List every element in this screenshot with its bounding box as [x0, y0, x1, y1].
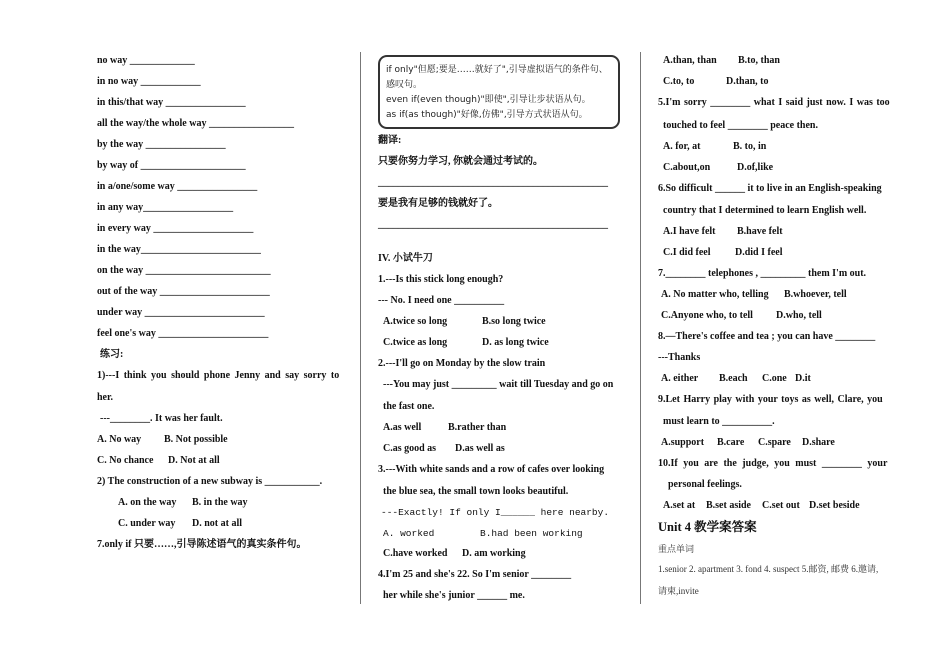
option: B.have felt: [737, 226, 783, 237]
question-text: 7.________ telephones , _________ them I'm out.: [658, 268, 867, 279]
phrase-line: feel one's way ______________________: [97, 328, 269, 339]
phrase-line: in a/one/some way ________________: [97, 181, 258, 192]
option: C.Anyone who, to tell: [661, 310, 753, 321]
translate-sentence: 要是我有足够的钱就好了。: [378, 198, 498, 209]
question-text: 3.---With white sands and a row of cafes over looking: [378, 464, 605, 475]
question-text: touched to feel ________ peace then.: [663, 120, 818, 131]
vocab-label: 重点单词: [658, 544, 695, 554]
grammar-box: [378, 55, 620, 129]
option: C.about,on: [663, 162, 711, 173]
option: D.of,like: [737, 162, 774, 173]
option: D. as long twice: [482, 337, 549, 348]
question-text: [97, 370, 341, 382]
question-text: 1.---Is this stick long enough?: [378, 274, 504, 285]
question-text: must learn to __________.: [663, 416, 775, 427]
option: A.than, than: [663, 55, 717, 66]
option: A. for, at: [663, 141, 701, 152]
option: D. not at all: [192, 518, 242, 529]
option: B. in the way: [192, 497, 248, 508]
option: C.set out: [762, 500, 800, 511]
option: B. to, in: [733, 141, 767, 152]
option: C.as good as: [383, 443, 437, 454]
column-divider-left: [360, 52, 361, 604]
question-text: ---Exactly! If only I______ here nearby.: [381, 507, 610, 518]
option: B.set aside: [706, 500, 751, 511]
option: D.did I feel: [735, 247, 783, 258]
question-text: 5.I'm sorry ________ what I said just now. I was too: [658, 97, 890, 108]
option: C. No chance: [97, 455, 154, 466]
vocab-answers: 请柬,invite: [658, 586, 699, 596]
option: C.to, to: [663, 76, 695, 87]
option: B.care: [717, 437, 745, 448]
phrase-line: in no way ____________: [97, 76, 201, 87]
option: A.support: [661, 437, 705, 448]
question-text: the fast one.: [383, 401, 435, 412]
question-text: --- No. I need one __________: [378, 295, 505, 306]
option: D. am working: [462, 548, 526, 559]
phrase-line: out of the way ______________________: [97, 286, 270, 297]
grammar-box-line: as if(as though)"好像,仿佛",引导方式状语从句。: [386, 110, 588, 120]
question-text: ---________. It was her fault.: [100, 413, 223, 424]
column-divider-right: [640, 52, 641, 604]
option: A.I have felt: [663, 226, 716, 237]
option: C. under way: [118, 518, 176, 529]
option: B. Not possible: [164, 434, 228, 445]
question-text: the blue sea, the small town looks beautiful.: [383, 486, 569, 497]
practice-label: 练习:: [100, 349, 124, 360]
option: B.to, than: [738, 55, 780, 66]
option: B.so long twice: [482, 316, 546, 327]
option: B.whoever, tell: [784, 289, 847, 300]
question-text: personal feelings.: [668, 479, 742, 490]
phrase-line: no way _____________: [97, 55, 195, 66]
option: D.than, to: [726, 76, 769, 87]
translate-label: 翻译:: [378, 135, 402, 146]
phrase-line: in this/that way ________________: [97, 97, 246, 108]
question-text: country that I determined to learn English well.: [663, 205, 867, 216]
option: B.rather than: [448, 422, 507, 433]
question-text: 8.—There's coffee and tea ; you can have ________: [658, 331, 876, 342]
question-text: ---Thanks: [658, 352, 701, 363]
option: A. worked: [383, 528, 435, 539]
vocab-answers: 1.senior 2. apartment 3. fond 4. suspect 5.邮资, 邮费 6.邀请,: [658, 564, 879, 574]
phrase-line: under way ________________________: [97, 307, 265, 318]
option: D.who, tell: [776, 310, 822, 321]
phrase-line: in the way________________________: [97, 244, 261, 255]
question-text: 6.So difficult ______ it to live in an English-speaking: [658, 183, 882, 194]
question-text-line: 1)---I think you should phone Jenny and say sorry to: [97, 370, 340, 381]
option: A.as well: [383, 422, 422, 433]
option: B.each: [719, 373, 748, 384]
option: A.set at: [663, 500, 696, 511]
option: A. No way: [97, 434, 142, 445]
option: D.share: [802, 437, 835, 448]
option: D.set beside: [809, 500, 860, 511]
phrase-line: by the way ________________: [97, 139, 226, 150]
grammar-box-line: 感叹句。: [386, 80, 423, 90]
answer-blank: ______________________________________________: [378, 177, 608, 188]
option: A. No matter who, telling: [661, 289, 769, 300]
unit-answer-title: Unit 4 教学案答案: [658, 520, 757, 534]
question-text: 4.I'm 25 and she's 22. So I'm senior ________: [378, 569, 572, 580]
section-heading: IV. 小试牛刀: [378, 253, 433, 264]
question-text: 2) The construction of a new subway is ___________.: [97, 476, 323, 487]
phrase-line: in any way__________________: [97, 202, 234, 213]
option: A.twice so long: [383, 316, 448, 327]
option: C.twice as long: [383, 337, 448, 348]
question-text: her.: [97, 392, 114, 403]
option: A. on the way: [118, 497, 177, 508]
phrase-line: by way of _____________________: [97, 160, 246, 171]
question-text: 9.Let Harry play with your toys as well, Clare, you: [658, 394, 883, 405]
option: C.I did feel: [663, 247, 711, 258]
grammar-box-line: even if(even though)"即使",引导让步状语从句。: [386, 95, 591, 105]
option: A. either: [661, 373, 699, 384]
question-text: 10.If you are the judge, you must ________ your: [658, 458, 888, 469]
phrase-line: on the way _________________________: [97, 265, 271, 276]
option: C.one: [762, 373, 787, 384]
answer-blank: ______________________________________________: [378, 219, 608, 230]
question-text: ---You may just _________ wait till Tuesday and go on: [383, 379, 614, 390]
option: B.had been working: [480, 528, 583, 539]
grammar-box-line: if only"但愿;要是……就好了",引导虚拟语气的条件句、: [386, 65, 608, 75]
phrase-line: in every way ____________________: [97, 223, 254, 234]
phrase-line: all the way/the whole way _________________: [97, 118, 294, 129]
translate-sentence: 只要你努力学习, 你就会通过考试的。: [378, 156, 543, 167]
option: D.it: [795, 373, 811, 384]
option: C.spare: [758, 437, 791, 448]
question-text: her while she's junior ______ me.: [383, 590, 525, 601]
question-text: 2.---I'll go on Monday by the slow train: [378, 358, 546, 369]
option: C.have worked: [383, 548, 448, 559]
grammar-note: 7.only if 只要……,引导陈述语气的真实条件句。: [97, 539, 307, 550]
option: D.as well as: [455, 443, 505, 454]
option: D. Not at all: [168, 455, 220, 466]
